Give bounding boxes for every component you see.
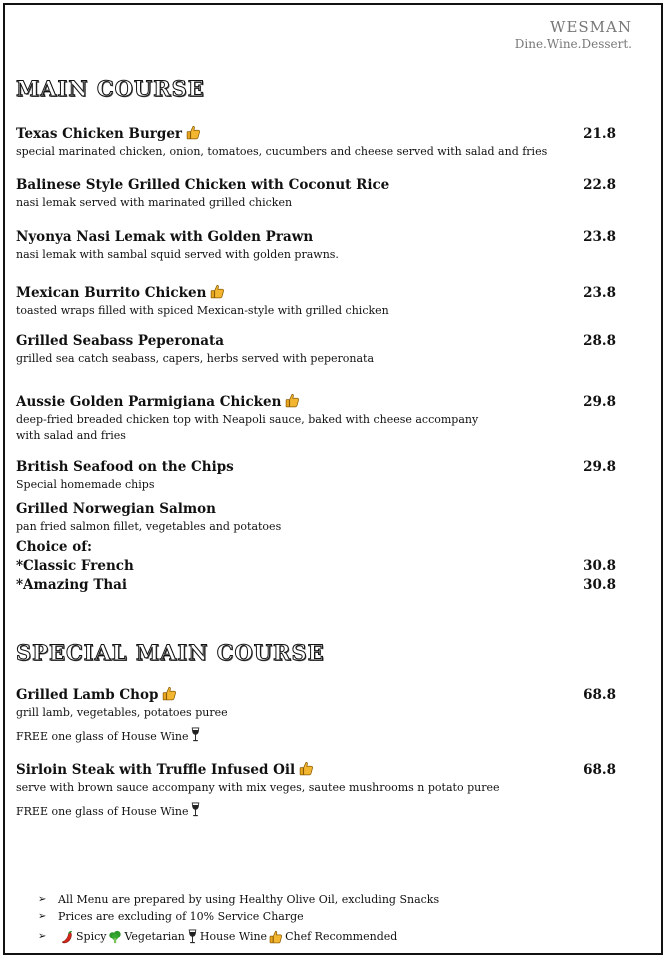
item-title: Texas Chicken Burger <box>16 126 183 142</box>
menu-notes <box>38 891 439 945</box>
special-menu-item <box>16 684 616 743</box>
free-wine-offer <box>16 802 616 818</box>
arrow-bullet-icon: ➢ <box>38 894 47 905</box>
item-description: nasi lemak served with marinated grilled chicken <box>16 196 293 209</box>
legend-chef-recommended: Chef Recommended <box>285 930 398 943</box>
brand-logo <box>515 18 632 51</box>
chili-icon <box>60 930 74 944</box>
item-description: serve with brown sauce accompany with mix veges, sautee mushrooms n potato puree <box>16 781 500 794</box>
menu-item <box>16 282 616 319</box>
legend-house-wine: House Wine <box>199 930 268 943</box>
menu-item <box>16 333 616 367</box>
thumbs-up-icon <box>285 393 300 408</box>
item-title: Grilled Seabass Peperonata <box>16 333 224 349</box>
menu-item <box>16 123 616 160</box>
choice-label: Choice of: <box>16 539 92 555</box>
note-line <box>38 908 439 925</box>
item-title: Sirloin Steak with Truffle Infused Oil <box>16 762 296 778</box>
legend-spicy: Spicy <box>76 930 107 943</box>
item-price: 21.8 <box>583 126 616 142</box>
free-wine-text: FREE one glass of House Wine <box>16 805 189 818</box>
note-text: Prices are excluding of 10% Service Charge <box>58 910 304 923</box>
item-description: grill lamb, vegetables, potatoes puree <box>16 706 228 719</box>
item-title: Balinese Style Grilled Chicken with Coconut Rice <box>16 177 390 193</box>
choice-option-label: *Classic French <box>16 558 134 574</box>
note-line <box>38 891 439 908</box>
choice-option-label: *Amazing Thai <box>16 577 128 593</box>
thumbs-up-icon <box>186 125 201 140</box>
item-description: deep-fried breaded chicken top with Neapoli sauce, baked with cheese accompany with salad and fries <box>16 413 479 442</box>
item-description: nasi lemak with sambal squid served with golden prawns. <box>16 248 339 261</box>
item-price: 23.8 <box>583 285 616 301</box>
wine-glass-icon <box>188 929 197 944</box>
thumbs-up-icon <box>162 686 177 701</box>
free-wine-offer <box>16 727 616 743</box>
item-title: British Seafood on the Chips <box>16 459 234 475</box>
item-description: grilled sea catch seabass, capers, herbs served with peperonata <box>16 352 375 365</box>
choice-option <box>16 577 616 593</box>
free-wine-text: FREE one glass of House Wine <box>16 730 189 743</box>
menu-item-salmon <box>16 501 616 593</box>
item-title: Grilled Norwegian Salmon <box>16 501 216 517</box>
wine-glass-icon <box>191 727 200 742</box>
menu-item <box>16 229 616 263</box>
item-price: 29.8 <box>583 394 616 410</box>
item-price: 68.8 <box>583 687 616 703</box>
item-title: Aussie Golden Parmigiana Chicken <box>16 394 282 410</box>
item-description: Special homemade chips <box>16 478 155 491</box>
arrow-bullet-icon: ➢ <box>38 911 47 922</box>
item-description: pan fried salmon fillet, vegetables and potatoes <box>16 520 282 533</box>
broccoli-icon <box>108 930 122 944</box>
item-price: 68.8 <box>583 762 616 778</box>
item-price: 22.8 <box>583 177 616 193</box>
legend-line <box>38 928 439 945</box>
menu-item <box>16 391 616 444</box>
item-price: 29.8 <box>583 459 616 475</box>
thumbs-up-icon <box>299 761 314 776</box>
brand-tagline: Dine.Wine.Dessert. <box>514 37 632 51</box>
thumbs-up-icon <box>210 284 225 299</box>
menu-item <box>16 459 616 493</box>
menu-item <box>16 177 616 211</box>
choice-option-price: 30.8 <box>583 558 616 574</box>
item-title: Nyonya Nasi Lemak with Golden Prawn <box>16 229 314 245</box>
brand-name: WESMAN <box>550 18 632 36</box>
legend-vegetarian: Vegetarian <box>124 930 185 943</box>
item-price: 23.8 <box>583 229 616 245</box>
thumbs-up-icon <box>269 930 283 944</box>
wine-glass-icon <box>191 802 200 817</box>
arrow-bullet-icon: ➢ <box>38 931 47 942</box>
special-menu-item <box>16 759 616 818</box>
item-title: Mexican Burrito Chicken <box>16 285 207 301</box>
note-text: All Menu are prepared by using Healthy Olive Oil, excluding Snacks <box>58 893 440 906</box>
item-description: toasted wraps filled with spiced Mexican-style with grilled chicken <box>16 304 389 317</box>
section-title-special-main-course: SPECIAL MAIN COURSE <box>16 640 325 665</box>
section-title-main-course: MAIN COURSE <box>16 76 205 101</box>
choice-option <box>16 558 616 574</box>
choice-option-price: 30.8 <box>583 577 616 593</box>
item-description: special marinated chicken, onion, tomatoes, cucumbers and cheese served with salad and fries <box>16 145 548 158</box>
item-price: 28.8 <box>583 333 616 349</box>
item-title: Grilled Lamb Chop <box>16 687 159 703</box>
